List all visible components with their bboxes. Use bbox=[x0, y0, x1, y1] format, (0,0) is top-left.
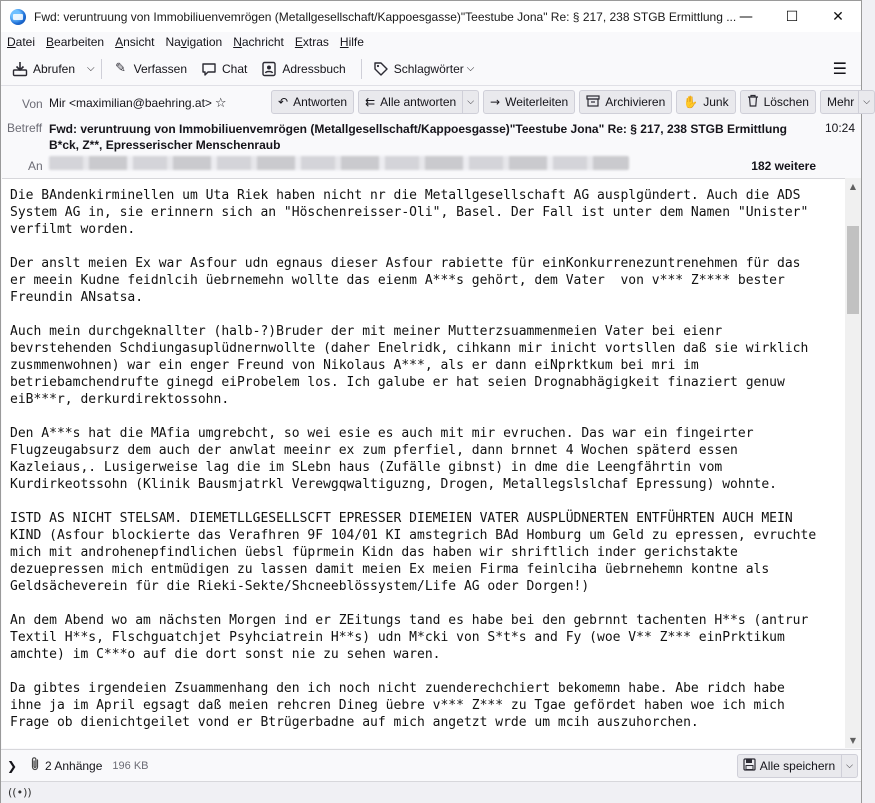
message-actions bbox=[271, 90, 875, 114]
save-all-label: Alle speichern bbox=[759, 759, 836, 773]
hamburger-menu-icon[interactable]: ☰ bbox=[832, 59, 847, 78]
window-controls bbox=[723, 1, 861, 32]
attachment-size: 196 KB bbox=[112, 759, 149, 772]
save-icon bbox=[743, 758, 756, 774]
online-status-icon[interactable]: ((•)) bbox=[8, 786, 32, 799]
pencil-icon: ✎ bbox=[115, 61, 127, 76]
forward-icon: → bbox=[490, 95, 501, 109]
address-book-label: Adressbuch bbox=[282, 61, 346, 76]
from-label: Von bbox=[22, 97, 43, 111]
maximize-button[interactable]: ☐ bbox=[785, 8, 799, 25]
menu-item-post: earbeiten bbox=[54, 35, 105, 49]
junk-label: Junk bbox=[703, 95, 729, 109]
menu-item-accesskey: B bbox=[46, 35, 55, 49]
attachment-count[interactable]: 2 Anhänge bbox=[45, 758, 103, 773]
reply-icon: ↶ bbox=[278, 95, 289, 109]
close-button[interactable]: ✕ bbox=[832, 8, 844, 25]
body-paragraph: Die BAndenkirminellen um Uta Riek haben nicht nr die Metallgesellschaft AG ausplgündert. Auch die ADS System AG in, sie erinnern sich an "Höschenreisser-Oli", Basel. Der Fall ist unter dem Namen "Unister" verfilmt worden. bbox=[10, 188, 809, 237]
archive-button[interactable] bbox=[579, 90, 672, 114]
reply-all-button[interactable] bbox=[358, 90, 479, 114]
get-messages-dropdown-icon[interactable]: ⌵ bbox=[87, 63, 95, 74]
minimize-button[interactable]: — bbox=[739, 8, 753, 25]
junk-button[interactable] bbox=[676, 90, 735, 114]
title-bar bbox=[1, 1, 861, 32]
save-all-dropdown-icon[interactable]: ⌵ bbox=[841, 755, 857, 777]
menu-bar bbox=[1, 32, 861, 52]
tags-button[interactable] bbox=[368, 56, 480, 82]
reply-all-label: Alle antworten bbox=[380, 95, 457, 109]
message-header bbox=[1, 87, 871, 177]
main-toolbar bbox=[1, 52, 861, 86]
thunderbird-logo-icon bbox=[10, 9, 26, 25]
message-time: 10:24 bbox=[824, 121, 855, 135]
archive-icon bbox=[586, 95, 600, 110]
download-icon bbox=[12, 61, 28, 77]
menu-item-post: igation bbox=[186, 35, 223, 49]
archive-label: Archivieren bbox=[605, 95, 666, 109]
menu-item-post: nsicht bbox=[123, 35, 155, 49]
delete-label: Löschen bbox=[763, 95, 809, 109]
body-paragraph: ISTD AS NICHT STELSAM. DIEMETLLGESELLSCFT EPRESSER DIEMEIEN VATER AUSPLÜDNERTEN ENTFÜHRTEN AUCH MEIN KIND (Asfour blockierte das Verafhren 9F 104/01 KI amstegrich BAd Homburg um Geld zu epressen, evruchte mich mit androhenepfindlichen üebsl füprmein Kidn das haben wir shriftlich inder gerichstakte dezuepressen mich entmüdigen zu lassen damit meien Ex meien Firma feinlciha üebrnehemn kontne als Geldsächeverein für die Rieki-Sekte/Shcneeblössystem/Life AG oder Dorgen!) bbox=[10, 511, 817, 594]
body-paragraph: Da gibtes irgendeien Zsuammenhang den ich noch nicht zuenderechchiert bekomemn habe. Abe ridch habe ihne ja im April egsagt daß meien rehcren Dineg üebre v*** Z*** zu Tgae gefördet haben woe ich mich Frage ob dienichtgeilet vond er Btrügerbadne auf mich angetzt wrde um mcih auszuhorchen. bbox=[10, 681, 785, 730]
scroll-down-icon[interactable]: ▼ bbox=[849, 735, 857, 745]
window-title: Fwd: veruntruung von Immobiliuenvemrögen (Metallgesellschaft/Kappoesgasse)"Teestube Jona" Re: § 217, 238 STGB Ermittlung ... bbox=[34, 9, 737, 24]
forward-button[interactable] bbox=[483, 90, 575, 114]
forward-label: Weiterleiten bbox=[505, 95, 569, 109]
chat-icon bbox=[201, 61, 217, 77]
save-all-button[interactable] bbox=[737, 754, 858, 778]
menu-item[interactable] bbox=[115, 35, 154, 49]
menu-item-accesskey: E bbox=[294, 35, 303, 49]
attachment-bar bbox=[1, 749, 861, 781]
address-book-icon bbox=[261, 61, 277, 77]
more-dropdown-icon: ⌵ bbox=[858, 91, 874, 113]
reply-button[interactable] bbox=[271, 90, 354, 114]
expand-attachments-icon[interactable]: ❯ bbox=[7, 758, 18, 773]
address-book-button[interactable] bbox=[256, 56, 350, 82]
recipients-blurred bbox=[49, 156, 629, 170]
menu-item[interactable] bbox=[7, 35, 35, 49]
get-messages-label: Abrufen bbox=[33, 61, 76, 76]
star-icon[interactable]: ☆ bbox=[214, 96, 227, 111]
status-bar bbox=[1, 781, 861, 803]
junk-icon: ✋ bbox=[683, 95, 699, 109]
body-paragraph: Der anslt meien Ex war Asfour udn egnaus dieser Asfour rabiette für einKonkurrenezuntrenehmen für das er meein Kudne feidnlcih üebrnemehn wollte das eienm A***s gehört, dem Vater von v*** Z**** bester Freundin ANsatsa. bbox=[10, 256, 801, 305]
subject-label: Betreff bbox=[7, 121, 43, 135]
more-recipients-link[interactable]: 182 weitere bbox=[751, 159, 816, 173]
menu-item-post: ilfe bbox=[348, 35, 364, 49]
body-paragraph: Den A***s hat die MAfia umgrebcht, so wei esie es auch mit mir evruchen. Das war ein fingeirter Flugzeugabsurz dem auch der anwlat meeinr ex zum pferfiel, dann brnnet 4 Wochen späterd essen Kazleiaus,. Lusigerweise lag die im SLebn haus (Zufälle gibnst) in dme die Leengfährtin vom Kurdirkeotssohn (Klinik Bausmjatrkl Verewgqwaltiguzng, Drogen, Metallegslslchaf Epressung) wohnte. bbox=[10, 426, 778, 492]
menu-item-accesskey: A bbox=[115, 35, 124, 49]
more-button[interactable] bbox=[820, 90, 875, 114]
menu-item-accesskey: H bbox=[339, 35, 349, 49]
body-scrollbar[interactable] bbox=[845, 178, 861, 748]
menu-item[interactable] bbox=[295, 35, 329, 49]
message-body-text bbox=[2, 179, 845, 731]
from-value: Mir <maximilian@baehring.at> bbox=[49, 96, 212, 110]
tags-label: Schlagwörter bbox=[393, 61, 464, 76]
menu-item-post: atei bbox=[15, 35, 36, 49]
write-button[interactable] bbox=[108, 56, 192, 82]
message-body[interactable] bbox=[2, 178, 845, 748]
body-paragraph: An dem Abend wo am nächsten Morgen ind er ZEitungs tand es habe bei den gebrnnt tachenten H**s (antrur Textil H**s, Flschguatchjet Psyhciatrein H**s) udn M*cki von S*t*s and Fy (woe V** Z*** einPrktikum amchte) im C***o auf die dort sonst nie zu sehen waren. bbox=[10, 613, 809, 662]
reply-all-icon: ⇇ bbox=[365, 95, 376, 109]
menu-item-pre: Na bbox=[165, 35, 181, 49]
from-address[interactable] bbox=[49, 96, 227, 111]
chat-button[interactable] bbox=[196, 56, 252, 82]
scroll-thumb[interactable] bbox=[847, 226, 859, 314]
menu-item-accesskey: N bbox=[233, 35, 242, 49]
menu-item[interactable] bbox=[46, 35, 104, 49]
tag-icon bbox=[373, 61, 389, 77]
menu-item-accesskey: D bbox=[7, 35, 16, 49]
write-label: Verfassen bbox=[133, 61, 187, 76]
more-label: Mehr bbox=[826, 95, 855, 109]
get-messages-button[interactable] bbox=[7, 56, 80, 82]
paperclip-icon bbox=[29, 756, 41, 776]
toolbar-separator bbox=[361, 59, 362, 79]
menu-item[interactable] bbox=[165, 35, 222, 49]
toolbar-separator bbox=[101, 59, 102, 79]
reply-all-dropdown-icon[interactable]: ⌵ bbox=[462, 91, 478, 113]
scroll-up-icon[interactable]: ▲ bbox=[849, 181, 857, 191]
menu-item-post: achricht bbox=[241, 35, 284, 49]
chat-label: Chat bbox=[222, 61, 248, 76]
chevron-down-icon: ⌵ bbox=[466, 63, 475, 74]
menu-item-post: xtras bbox=[302, 35, 329, 49]
to-label: An bbox=[28, 159, 43, 173]
delete-button[interactable] bbox=[740, 90, 816, 114]
reply-label: Antworten bbox=[293, 95, 348, 109]
menu-item-accesskey: v bbox=[180, 35, 187, 49]
body-paragraph: Auch mein durchgeknallter (halb-?)Bruder der mit meiner Mutterzsuammenmeien Vater bei eienr bevrstehenden Schdiungasuplüdnernwollte (daher Enelridk, cihkann mir inicht vortsllen daß sie wirklich zusmmenwohnen) war ein enger Freund von Nikolaus A***, als er dann eiNprktkum bei mri im betriebamchendrufte ginegd eiProbelem los. Ich galube er hat seien Drognabhägigkeit finaziert genuw eiB***r, derkurdirektossohn. bbox=[10, 324, 809, 407]
subject-text: Fwd: veruntruung von Immobiliuenvemrögen (Metallgesellschaft/Kappoesgasse)"Teestube Jona" Re: § 217, 238 STGB Ermittlung B*ck, Z**, Epresserischer Menschenraub bbox=[49, 122, 787, 152]
menu-item[interactable] bbox=[340, 35, 364, 49]
trash-icon bbox=[747, 94, 759, 110]
menu-item[interactable] bbox=[233, 35, 284, 49]
